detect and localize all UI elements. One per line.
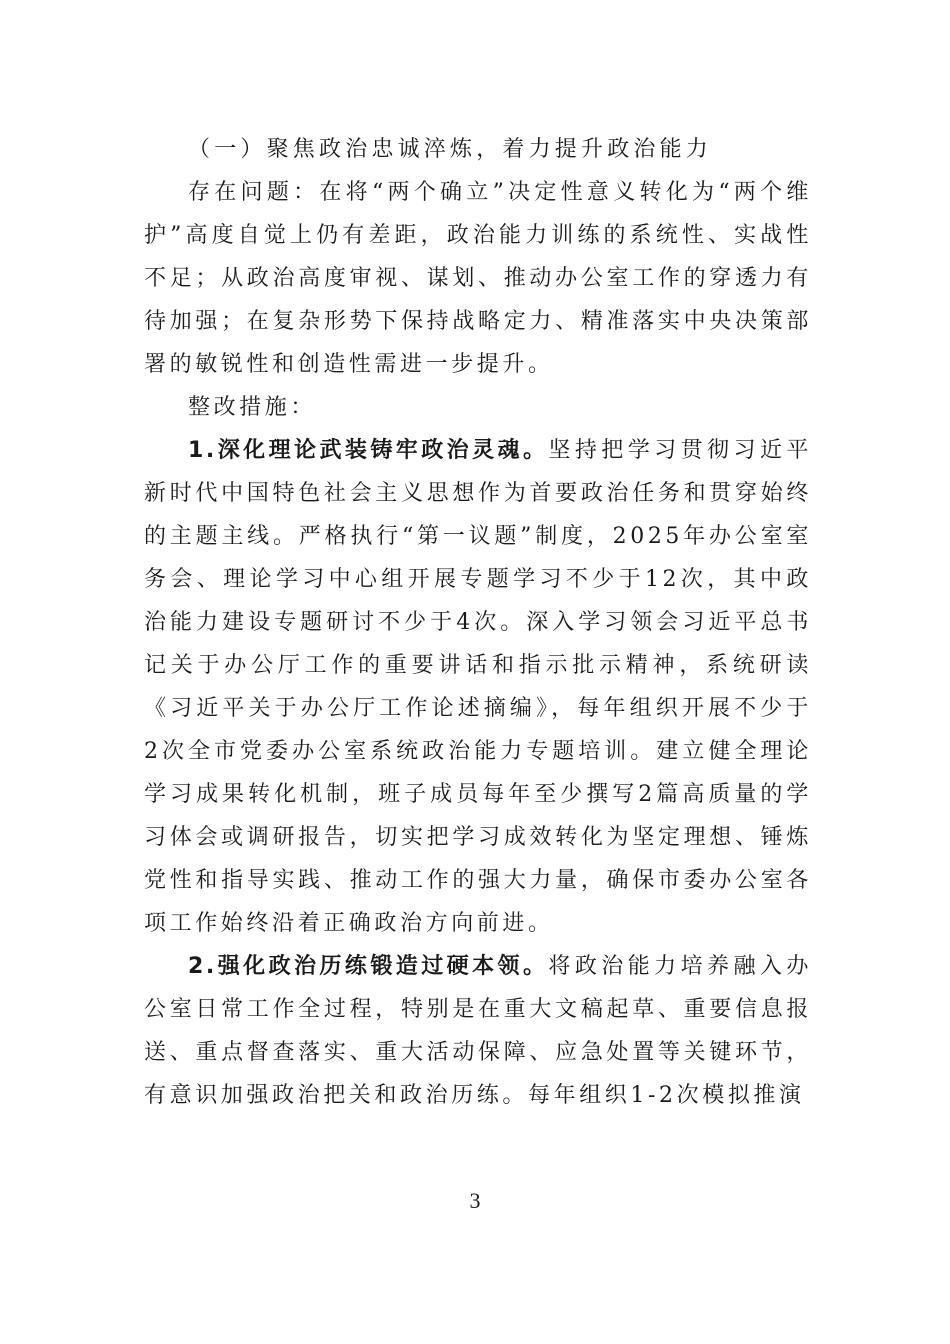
document-body bbox=[144, 128, 812, 1117]
problems-paragraph: 存在问题：在将“两个确立”决定性意义转化为“两个维护”高度自觉上仍有差距，政治能力训练的系统性、实战性不足；从政治高度审视、谋划、推动办公室工作的穿透力有待加强；在复杂形势下保持战略定力、精准落实中央决策部署的敏锐性和创造性需进一步提升。 bbox=[144, 180, 812, 377]
measure-item-1 bbox=[144, 429, 812, 945]
measure-item-2-lead: 2.强化政治历练锻造过硬本领。 bbox=[188, 954, 549, 979]
measure-item-1-body: 坚持把学习贯彻习近平新时代中国特色社会主义思想作为首要政治任务和贯穿始终的主题主线。严格执行“第一议题”制度，2025年办公室室务会、理论学习中心组开展专题学习不少于12次，其中政治能力建设专题研讨不少于4次。深入学习领会习近平总书记关于办公厅工作的重要讲话和指示批示精神，系统研读《习近平关于办公厅工作论述摘编》，每年组织开展不少于2次全市党委办公室系统政治能力专题培训。建立健全理论学习成果转化机制，班子成员每年至少撰写2篇高质量的学习体会或调研报告，切实把学习成效转化为坚定理想、锤炼党性和指导实践、推动工作的强大力量，确保市委办公室各项工作始终沿着正确政治方向前进。 bbox=[144, 438, 812, 936]
page-number: 3 bbox=[469, 1188, 481, 1213]
measure-item-2 bbox=[144, 945, 812, 1117]
measure-item-1-lead: 1.深化理论武装铸牢政治灵魂。 bbox=[188, 438, 549, 463]
section-heading: （一）聚焦政治忠诚淬炼，着力提升政治能力 bbox=[188, 137, 713, 162]
measure-item-2-body: 将政治能力培养融入办公室日常工作全过程，特别是在重大文稿起草、重要信息报送、重点督查落实、重大活动保障、应急处置等关键环节，有意识加强政治把关和政治历练。每年组织1-2次模拟推演 bbox=[144, 954, 812, 1108]
measures-label: 整改措施： bbox=[188, 395, 317, 420]
